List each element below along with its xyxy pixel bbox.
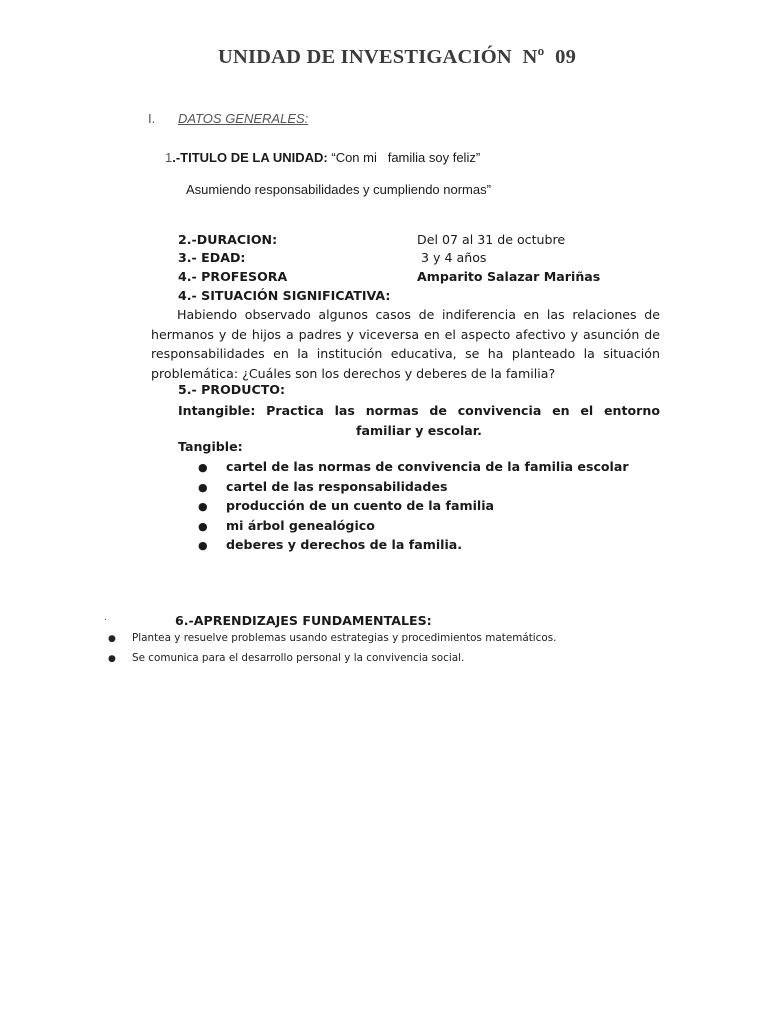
unit-title-label: .-TITULO DE LA UNIDAD: — [172, 150, 332, 165]
list-item: ● producción de un cuento de la familia — [198, 496, 629, 516]
situacion-heading: 4.- SITUACIÓN SIGNIFICATIVA: — [178, 288, 391, 303]
producto-heading: 5.- PRODUCTO: — [178, 382, 286, 397]
unit-subtitle: Asumiendo responsabilidades y cumpliendo normas” — [186, 182, 491, 197]
unit-title-num: 1 — [165, 150, 173, 165]
aprendizajes-list — [108, 631, 556, 671]
bullet-icon: ● — [108, 634, 116, 644]
aprendizajes-heading: 6.-APRENDIZAJES FUNDAMENTALES: — [175, 613, 432, 628]
list-item: ● Plantea y resuelve problemas usando estrategias y procedimientos matemáticos. — [108, 632, 557, 644]
list-item: ● deberes y derechos de la familia. — [198, 535, 629, 555]
aprendizajes-marker: . — [104, 612, 107, 623]
page-title: UNIDAD DE INVESTIGACIÓN Nº 09 — [217, 46, 577, 68]
bullet-icon: ● — [108, 654, 116, 664]
producto-tangible-label: Tangible: — [178, 439, 243, 454]
list-item: ● cartel de las normas de convivencia de la familia escolar — [198, 457, 629, 477]
list-item: ● Se comunica para el desarrollo personal y la convivencia social. — [108, 652, 465, 664]
field-value: Del 07 al 31 de octubre — [417, 232, 566, 247]
situacion-paragraph: Habiendo observado algunos casos de indiferencia en las relaciones de hermanos y de hijos a padres y viceversa en el aspecto afectivo y asunción de responsabilidades en la institución educativa, se ha planteado la situación problemática: ¿Cuáles son los derechos y deberes de la familia? — [151, 307, 660, 381]
section-title: DATOS GENERALES: — [178, 111, 309, 126]
unit-title-line — [165, 150, 480, 165]
bullet-icon: ● — [198, 519, 208, 533]
bullet-icon: ● — [198, 500, 208, 514]
field-label: 2.-DURACION: — [178, 232, 278, 247]
section-number: I. — [148, 111, 156, 126]
tangible-list — [198, 457, 629, 555]
field-value: 3 y 4 años — [417, 250, 487, 265]
field-label: 3.- EDAD: — [178, 250, 246, 265]
bullet-icon: ● — [198, 539, 208, 553]
unit-title-value: “Con mi familia soy feliz” — [331, 150, 481, 165]
list-item: ● mi árbol genealógico — [198, 516, 629, 536]
list-item: ● cartel de las responsabilidades — [198, 477, 629, 497]
field-value: Amparito Salazar Mariñas — [417, 269, 601, 284]
bullet-icon: ● — [198, 461, 208, 474]
field-label: 4.- PROFESORA — [178, 269, 288, 284]
producto-intangible: Intangible: Practica las normas de convivencia en el entorno familiar y escolar. — [178, 403, 660, 438]
bullet-icon: ● — [198, 480, 208, 494]
